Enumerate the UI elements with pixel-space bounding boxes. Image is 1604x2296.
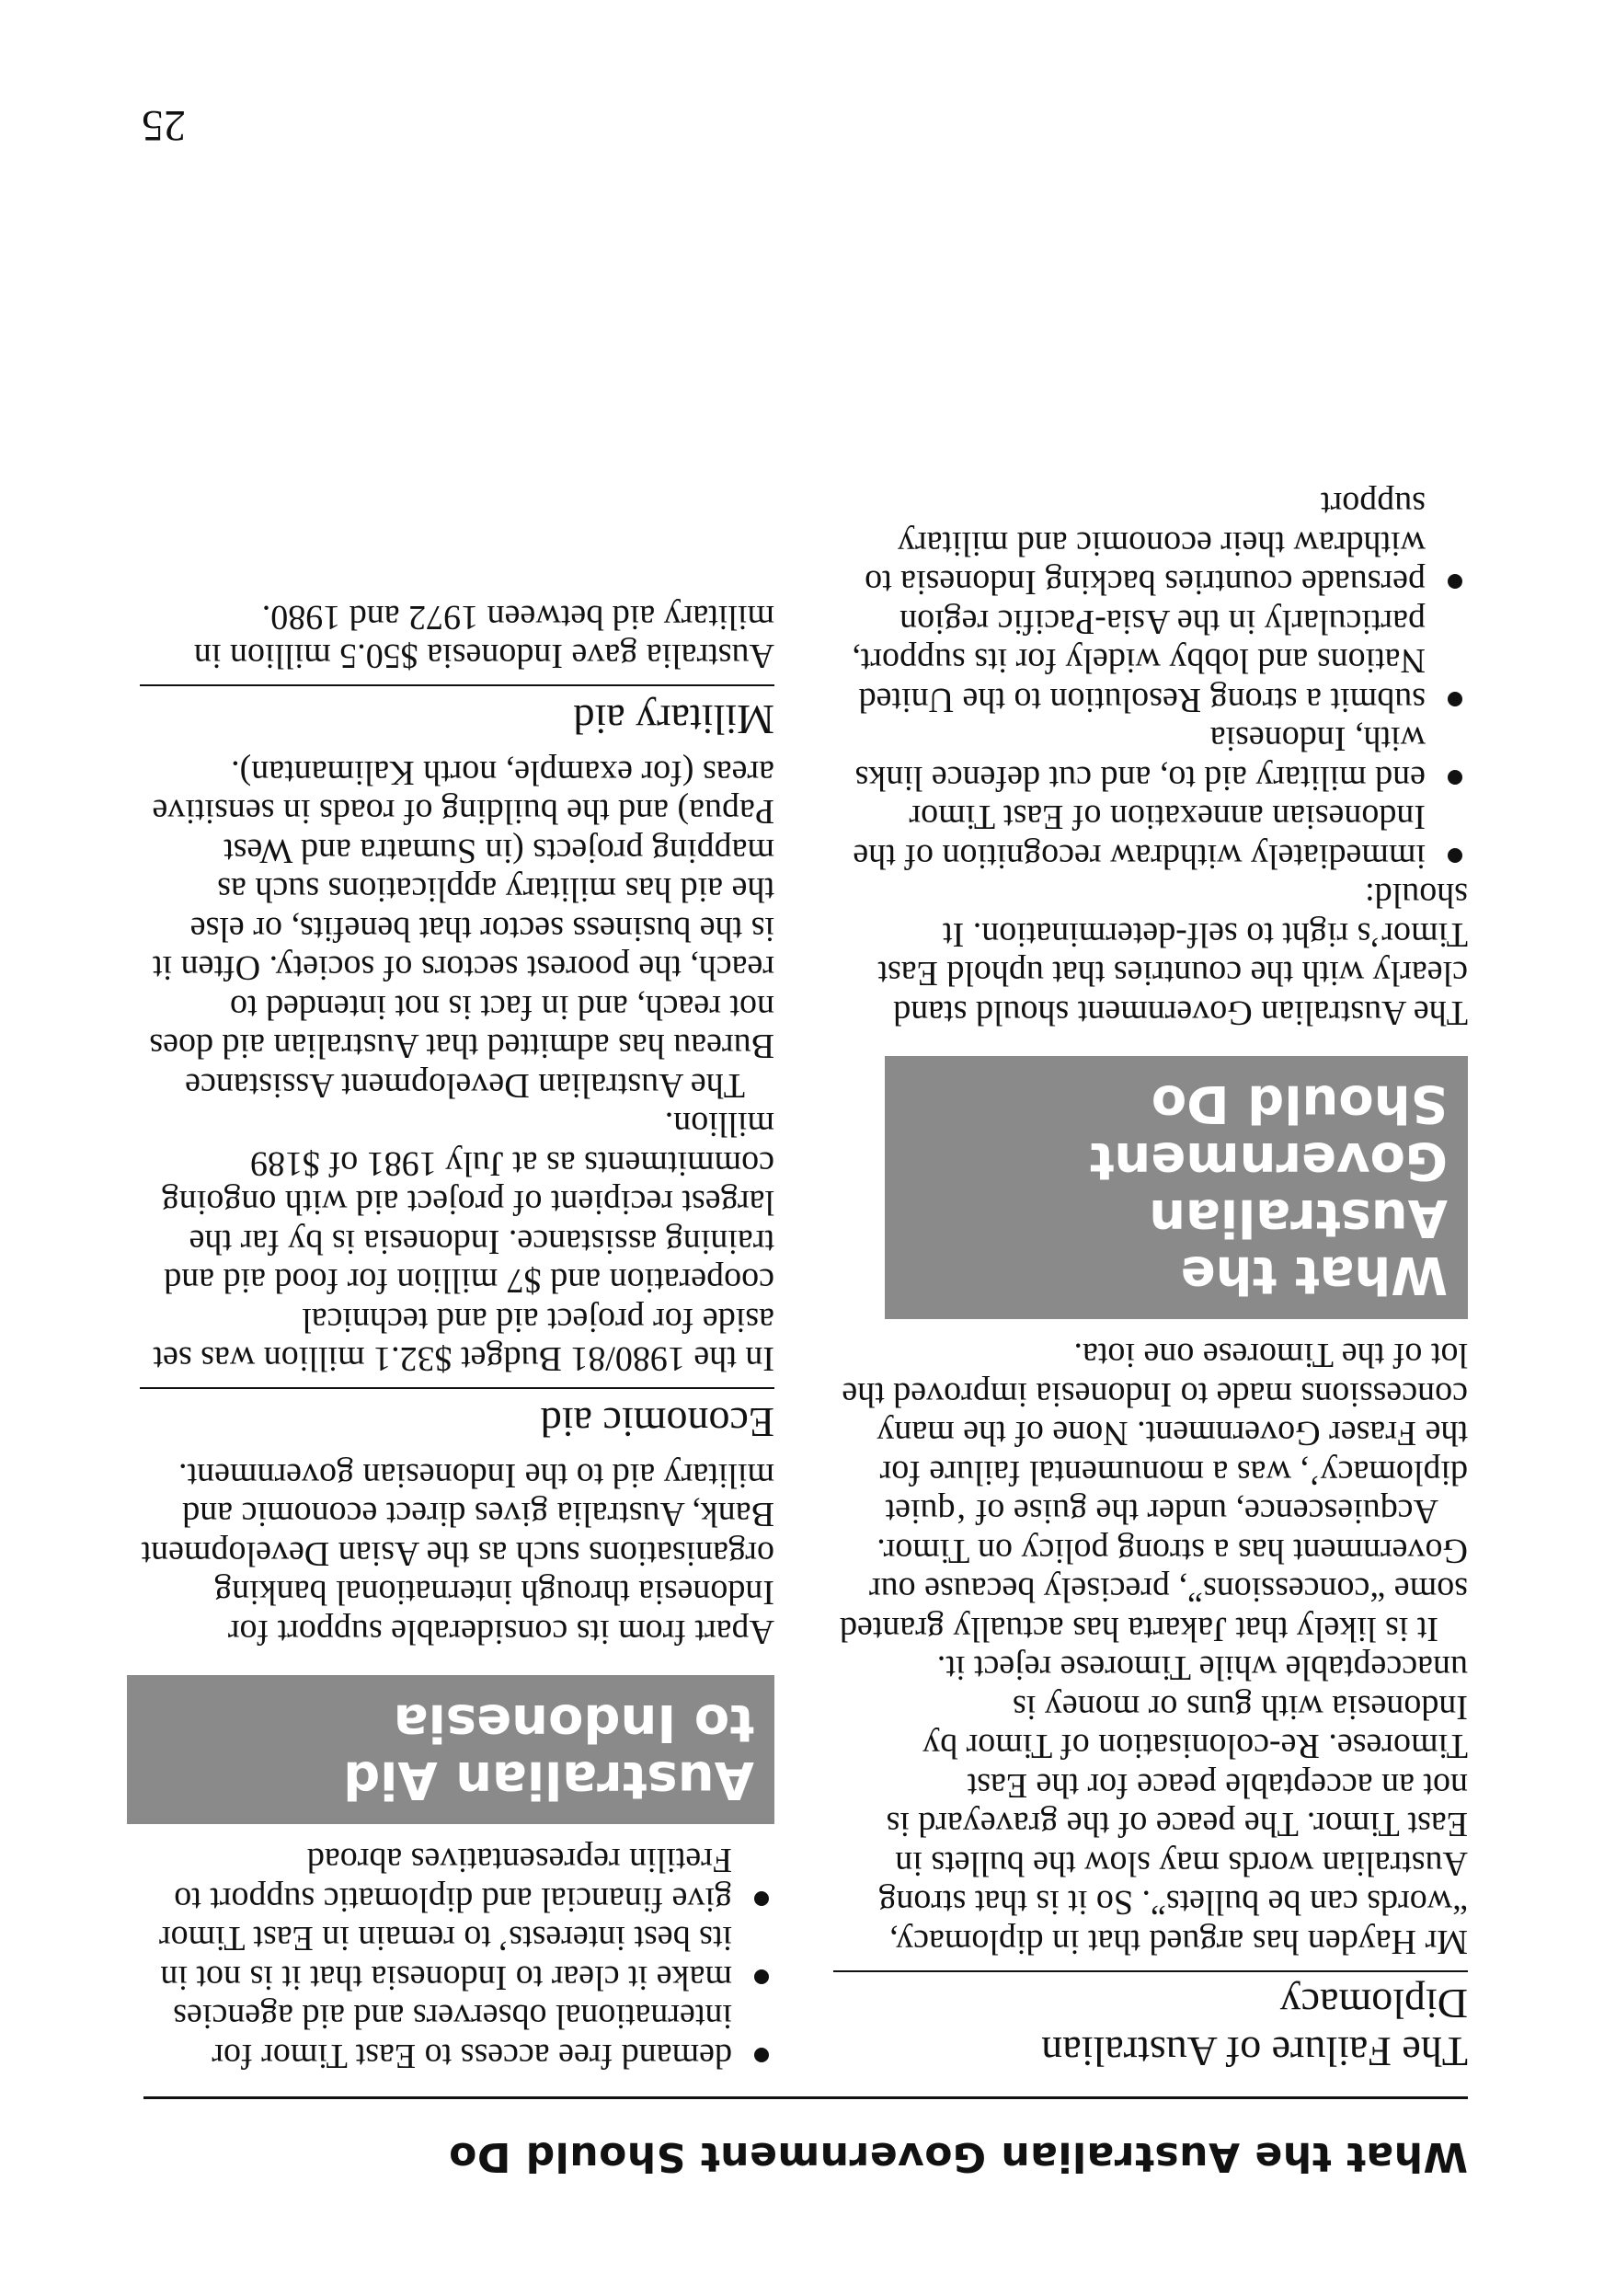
header-rule: [143, 2096, 1468, 2099]
section-title-line-1: The Failure of Australian: [1041, 2028, 1468, 2075]
subheading-economic-aid: Economic aid: [540, 1399, 774, 1447]
list-item: [833, 485, 1468, 603]
list-item: [833, 798, 1468, 876]
banner-line: to Indonesia: [393, 1693, 754, 1752]
paragraph: It is likely that Jakarta has actually granted some “concessions”, precisely because our Government has a strong policy on Timor.: [839, 1532, 1468, 1648]
paragraph: Australia gave Indonesia $50.5 million in military aid between 1972 and 1980.: [193, 598, 774, 676]
list-item-text: demand free access to East Timor for international observers and aid agencies: [173, 1997, 732, 2075]
bullet-icon: [1448, 770, 1462, 785]
list-item-text: give financial and diplomatic support to Fretilin representatives abroad: [174, 1841, 732, 1919]
banner-line: What the: [1180, 1245, 1448, 1304]
list-item: [140, 1841, 774, 1919]
banner-australian-aid: [127, 1675, 774, 1824]
list-item: [833, 719, 1468, 798]
list-item-text: immediately withdraw recognition of the Indonesian annexation of East Timor: [853, 798, 1426, 876]
bullet-list: [140, 1841, 774, 2075]
page-number: 25: [142, 101, 186, 150]
banner-line: Should Do: [1151, 1073, 1448, 1133]
paragraph: Apart from its considerable support for Indonesia through international banking organisations such as the Asian Development Bank, Australia gives direct economic and military aid to the Indonesian government.: [141, 1456, 774, 1651]
list-item: [140, 1997, 774, 2075]
paragraph: Mr Hayden has argued that in diplomacy, “words can be bullets”. So it is that strong Australian words may slow the bullets in East Timor. The peace of the graveyard is not an acceptable peace for the East Timorese. Re-colonisation of Timor by Indonesia with guns or money is unacceptable while Timorese reject it.: [878, 1648, 1468, 1961]
section-rule: [833, 1970, 1468, 1972]
bullet-icon: [1448, 692, 1462, 706]
list-item-text: make it clear to Indonesia that it is not in its best interests’ to remain in East Timor: [158, 1919, 732, 1997]
banner-line: Government: [1089, 1131, 1448, 1190]
list-item-text: submit a strong Resolution to the United Nations and lobby widely for its support, particularly in the Asia-Pacific region: [852, 603, 1426, 719]
banner-what-government-should-do: [885, 1056, 1468, 1319]
section-title-line-2: Diplomacy: [1279, 1980, 1468, 2027]
list-item: [140, 1919, 774, 1997]
bullet-icon: [754, 2048, 769, 2062]
subheading-military-aid: Military aid: [573, 696, 774, 744]
paragraph: Acquiescence, under the guise of ‘quiet diplomacy’, was a monumental failure for the Fraser Government. None of the many concessions made to Indonesia improved the lot of the Timorese one iota.: [842, 1336, 1468, 1532]
list-item: [833, 603, 1468, 720]
section-rule: [140, 685, 774, 687]
paragraph: The Australian Development Assistance Bureau has admitted that Australian aid does not reach, and in fact is not intended to reach, the poorest sectors of society. Often it is the business sector that benefits, or else the aid has military applications such as mapping projects (in Sumatra and West Papua) and the building of roads in sensitive areas (for example, north Kalimantan).: [149, 753, 774, 1105]
left-column: [833, 485, 1468, 2075]
banner-line: Australian: [1149, 1188, 1448, 1247]
bullet-icon: [754, 1891, 769, 1906]
bullet-icon: [1448, 575, 1462, 590]
bullet-icon: [1448, 848, 1462, 863]
list-item-text: persuade countries backing Indonesia to withdraw their economic and military support: [865, 485, 1426, 603]
running-header: What the Australian Government Should Do: [448, 2133, 1468, 2180]
list-item-text: end military aid to, and cut defence links with, Indonesia: [854, 719, 1426, 798]
paragraph: In the 1980/81 Budget $32.1 million was set aside for project aid and technical cooperation and $7 million for food aid and training assistance. Indonesia is by far the largest recipient of project aid with ongoing commitments as at July 1981 of $189 million.: [153, 1105, 774, 1379]
right-column: [140, 598, 774, 2076]
paragraph: The Australian Government should stand clearly with the countries that uphold East Timor’s right to self-determination. It should:: [877, 876, 1468, 1032]
banner-line: Australian Aid: [343, 1750, 754, 1809]
bullet-list: [833, 485, 1468, 876]
section-title-diplomacy: [833, 1980, 1468, 2075]
bullet-icon: [754, 1969, 769, 1984]
section-rule: [140, 1388, 774, 1390]
